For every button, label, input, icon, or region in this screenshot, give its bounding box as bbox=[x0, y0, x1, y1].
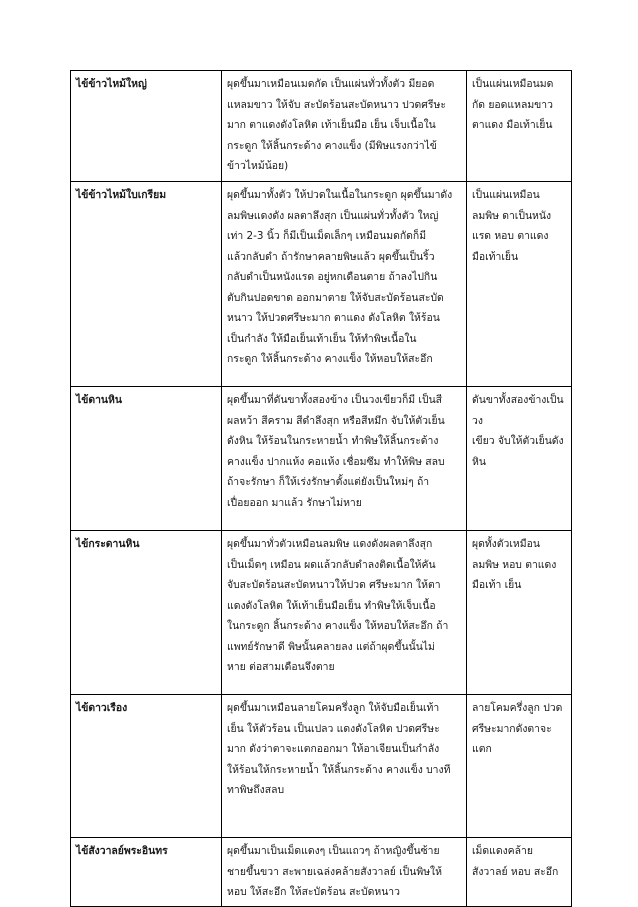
symptom-line: คางแข็ง ปากแห้ง คอแห้ง เชื่อมซึม ทำให้พิษ สลบ bbox=[227, 455, 445, 468]
disease-name: ไข้กระดานหิน bbox=[76, 538, 140, 550]
symptom-line: หาย ต่อสามเดือนจึงตาย bbox=[227, 661, 335, 673]
disease-table bbox=[70, 70, 572, 907]
disease-name-cell bbox=[71, 387, 222, 531]
signs-cell bbox=[467, 387, 572, 531]
symptom-line: เปื่อยออก มาแล้ว รักษาไม่หาย bbox=[227, 496, 362, 509]
disease-name: ไข้ข้าวไหม้ใบเกรียม bbox=[76, 189, 167, 201]
symptom-line: กลับดำเป็นหนังแรด อยู่หกเดือนตาย ถ้าลงไปกิน bbox=[227, 271, 438, 283]
symptom-line: แหลมขาว ให้จับ สะบัดร้อนสะบัดหนาว ปวดศรีษะ bbox=[227, 98, 446, 111]
table-row bbox=[71, 71, 572, 182]
symptom-line: ผุดขึ้นมาทั้งตัว ให้ปวดในเนื้อในกระดูก ผุดขึ้นมาดัง bbox=[227, 189, 453, 201]
symptom-line: เป็นเม็ดๆ เหมือน ผดแล้วกลับดำลงติดเนื้อให้คัน bbox=[227, 558, 436, 571]
symptom-line: ผุดขึ้นมาเป็นเม็ดแดงๆ เป็นแถวๆ ถ้าหญิงขึ้นซ้าย bbox=[227, 845, 440, 857]
signs-cell bbox=[467, 695, 572, 838]
symptoms-cell bbox=[222, 71, 467, 182]
symptom-line: หอบ ให้สะอึก ให้สะบัดร้อน สะบัดหนาว bbox=[227, 886, 400, 898]
symptoms-cell bbox=[222, 531, 467, 695]
sign-line: แรด หอบ ตาแดง bbox=[472, 230, 549, 242]
disease-name: ไข้ดาวเรือง bbox=[76, 702, 128, 714]
symptom-line: กระดูก ให้ลิ้นกระด้าง คางแข็ง ให้หอบให้สะอึก bbox=[227, 353, 433, 365]
symptom-line: ดังหิน ให้ร้อนในกระหายน้ำ ทำพิษให้ลิ้นกระด้าง bbox=[227, 435, 439, 447]
sign-line: สังวาลย์ หอบ สะอึก bbox=[472, 865, 559, 878]
symptoms-cell bbox=[222, 182, 467, 387]
disease-name-cell bbox=[71, 182, 222, 387]
symptom-line: จับสะบัดร้อนสะบัดหนาวให้ปวด ศรีษะมาก ให้ตา bbox=[227, 579, 441, 591]
symptom-line: เป็นกำลัง ให้มือเย็นเท้าเย็น ให้ทำพิษเนื้อใน bbox=[227, 332, 417, 345]
sign-line: ลายโคมครึ่งลูก ปวด bbox=[472, 702, 563, 714]
sign-line: ลมพิษ ดาเป็นหนัง bbox=[472, 209, 552, 222]
symptom-line: ให้ร้อนให้กระหายน้ำ ให้ลิ้นกระด้าง คางแข็ง บางที bbox=[227, 763, 451, 776]
sign-line: ดันขาทั้งสองข้างเป็น bbox=[472, 394, 564, 406]
signs-cell bbox=[467, 71, 572, 182]
symptom-line: ผุดขึ้นมาที่ดันขาทั้งสองข้าง เป็นวงเขียวก็มี เป็นสี bbox=[227, 394, 443, 406]
sign-line: เป็นแผ่นเหมือน bbox=[472, 189, 540, 201]
sign-line: เม็ดแดงคล้าย bbox=[472, 845, 533, 857]
sign-line: ศรีษะมากดังตาจะ bbox=[472, 722, 552, 735]
symptom-line: ข้าวไหม้น้อย) bbox=[227, 160, 289, 172]
table-row bbox=[71, 838, 572, 907]
table-row bbox=[71, 182, 572, 387]
symptom-line: มาก ดังว่าตาจะแตกออกมา ให้อาเจียนเป็นกำลัง bbox=[227, 743, 440, 755]
disease-name-cell bbox=[71, 695, 222, 838]
table-row bbox=[71, 695, 572, 838]
symptom-line: ผลหว้า สีคราม สีดำลึงสุก หรือสีหมึก จับให้ตัวเย็น bbox=[227, 414, 445, 427]
sign-line: มือเท้าเย็น bbox=[472, 250, 519, 263]
table-row bbox=[71, 387, 572, 531]
sign-line: ผุดทั้งตัวเหมือน bbox=[472, 538, 540, 550]
symptom-line: แดงดังโลหิต ให้เท้าเย็นมือเย็น ทำพิษให้เจ็บเนื้อ bbox=[227, 599, 436, 612]
symptom-line: ถ้าจะรักษา ก็ให้เร่งรักษาตั้งแต่ยังเป็นใหม่ๆ ถ้า bbox=[227, 476, 430, 488]
sign-line: ตาแดง มือเท้าเย็น bbox=[472, 119, 553, 131]
symptoms-cell bbox=[222, 838, 467, 907]
sign-line: วง bbox=[472, 414, 483, 427]
sign-line: หิน bbox=[472, 455, 486, 468]
symptom-line: เย็น ให้ตัวร้อน เป็นเปลว แดงดังโลหิต ปวดศรีษะ bbox=[227, 722, 440, 735]
symptom-line: แพทย์รักษาดี พิษนั้นคลายลง แต่ถ้าผุดขึ้นนั้นไม่ bbox=[227, 640, 435, 653]
symptom-line: ในกระดูก ลิ้นกระด้าง คางแข็ง ให้หอบให้สะอึก ถ้า bbox=[227, 620, 449, 632]
disease-name-cell bbox=[71, 531, 222, 695]
symptom-line: หนาว ให้ปวดศรีษะมาก ตาแดง ดังโลหิต ให้ร้อน bbox=[227, 312, 440, 324]
sign-line: เขียว จับให้ตัวเย็นดัง bbox=[472, 435, 564, 447]
symptom-line: กระดูก ให้ลิ้นกระด้าง คางแข็ง (มีพิษแรงกว่าไข้ bbox=[227, 139, 437, 152]
disease-name-cell bbox=[71, 71, 222, 182]
sign-line: มือเท้า เย็น bbox=[472, 579, 522, 591]
signs-cell bbox=[467, 531, 572, 695]
symptom-line: ตับกินปอดขาด ออกมาตาย ให้จับสะบัดร้อนสะบัด bbox=[227, 291, 444, 304]
disease-name: ไข้ข้าวไหม้ใหญ่ bbox=[76, 78, 147, 90]
symptom-line: ชายขึ้นขวา สะพายเฉล่งคล้ายสังวาลย์ เป็นพิษให้ bbox=[227, 865, 442, 878]
symptom-line: ทาพิษถึงสลบ bbox=[227, 784, 285, 796]
signs-cell bbox=[467, 182, 572, 387]
sign-line: เป็นแผ่นเหมือนมด bbox=[472, 78, 554, 90]
symptom-line: ผุดขึ้นมาทั่วตัวเหมือนลมพิษ แดงดังผลตาลึงสุก bbox=[227, 538, 433, 550]
table-body bbox=[71, 71, 572, 907]
disease-name-cell bbox=[71, 838, 222, 907]
symptom-line: เท่า 2-3 นิ้ว ก็มีเป็นเม็ดเล็กๆ เหมือนมดกัดก็มี bbox=[227, 230, 427, 242]
symptoms-cell bbox=[222, 387, 467, 531]
sign-line: กัด ยอดแหลมขาว bbox=[472, 98, 553, 111]
symptom-line: ลมพิษแดงดัง ผลตาลึงสุก เป็นแผ่นทั่วทั้งตัว ใหญ่ bbox=[227, 209, 439, 222]
table-row bbox=[71, 531, 572, 695]
symptom-line: ผุดขึ้นมาเหมือนเมดกัด เป็นแผ่นทั่วทั้งตัว มียอด bbox=[227, 78, 435, 90]
sign-line: แตก bbox=[472, 743, 492, 755]
sign-line: ลมพิษ หอบ ตาแดง bbox=[472, 558, 557, 571]
disease-name: ไข้ดานหิน bbox=[76, 394, 122, 406]
symptoms-cell bbox=[222, 695, 467, 838]
symptom-line: ผุดขึ้นมาเหมือนลายโคมครึ่งลูก ให้จับมือเย็นเท้า bbox=[227, 702, 440, 714]
symptom-line: มาก ตาแดงดังโลหิต เท้าเย็นมือ เย็น เจ็บเนื้อใน bbox=[227, 119, 436, 131]
disease-name: ไข้สังวาลย์พระอินทร bbox=[76, 845, 168, 857]
signs-cell bbox=[467, 838, 572, 907]
document-page bbox=[70, 70, 571, 907]
symptom-line: แล้วกลับดำ ถ้ารักษาคลายพิษแล้ว ผุดขึ้นเป็นริ้ว bbox=[227, 250, 435, 263]
